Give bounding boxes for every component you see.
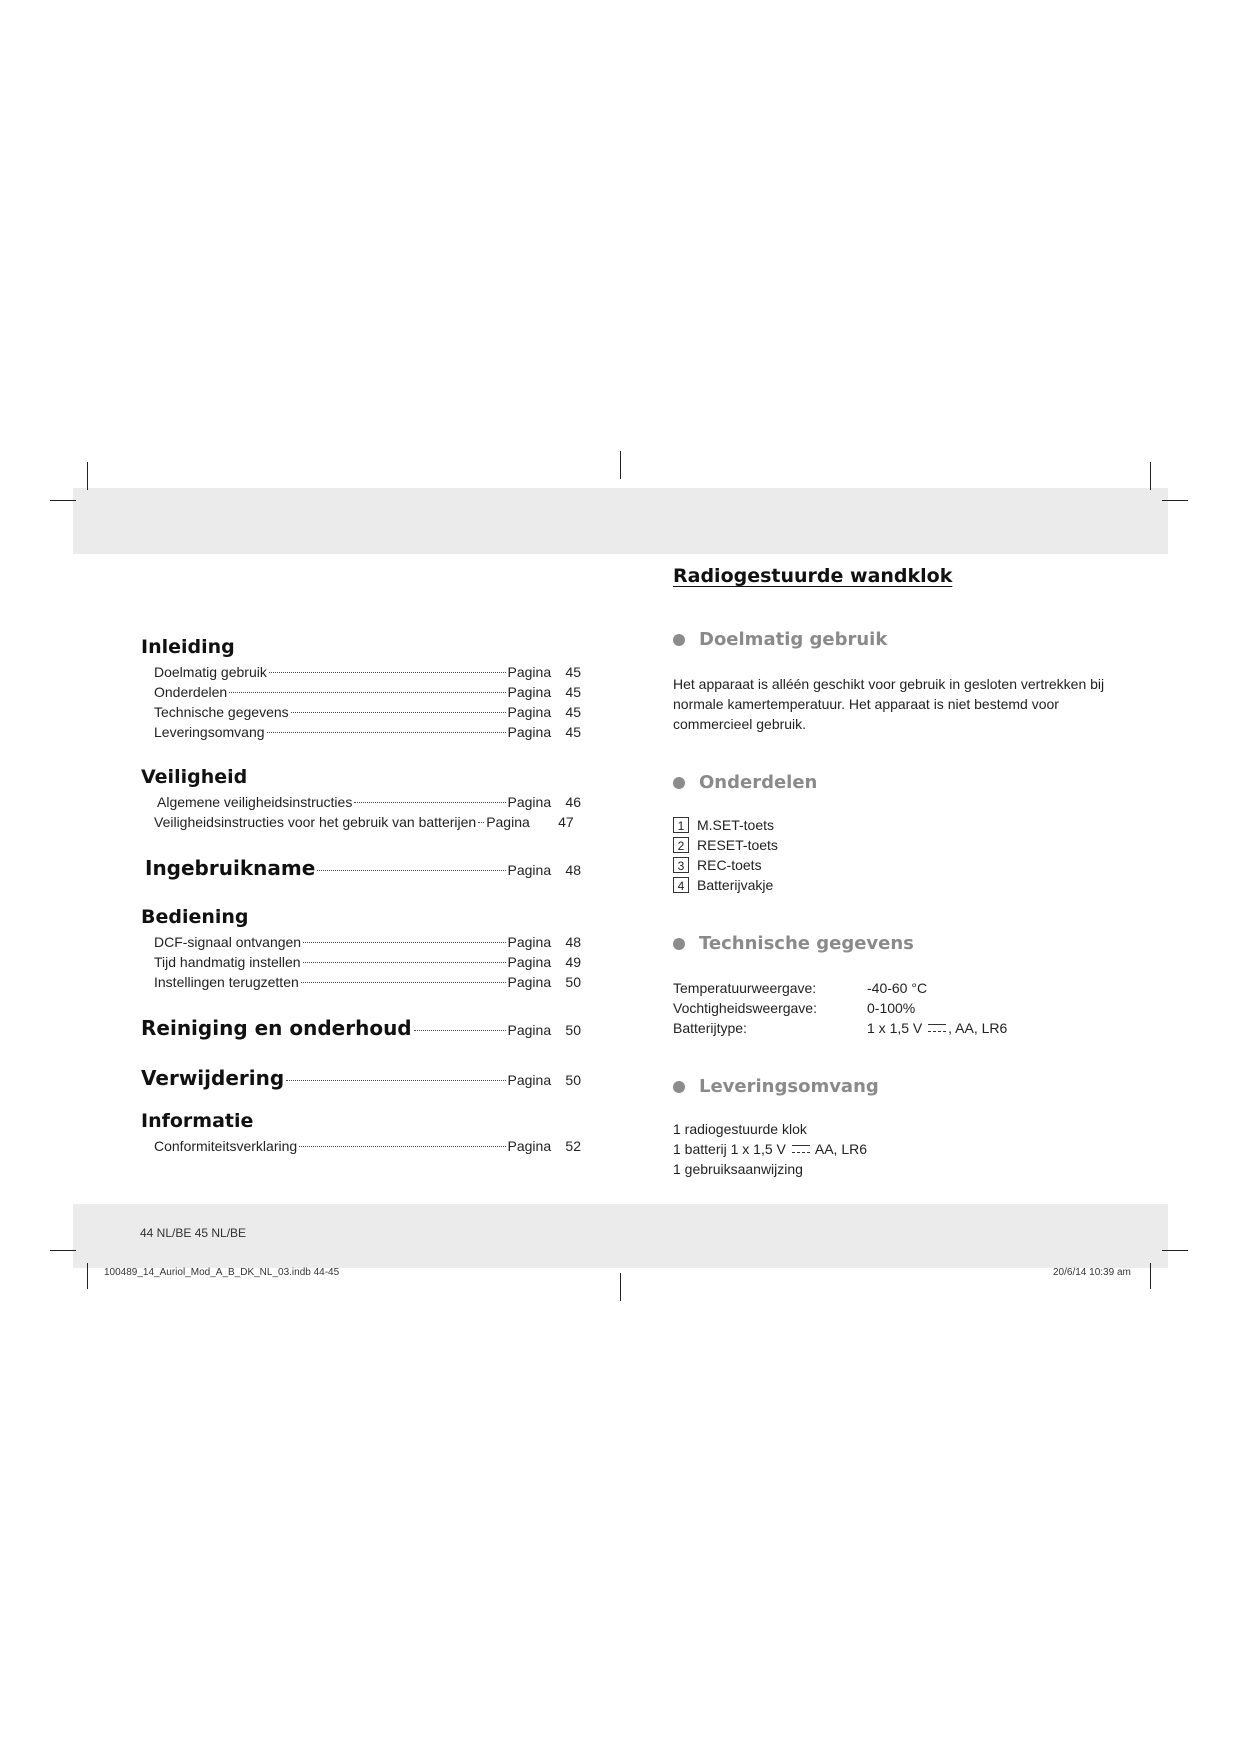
- bullet-icon: [673, 1081, 685, 1093]
- section-heading: [673, 1076, 1133, 1097]
- toc-section-veiligheid: [141, 766, 581, 832]
- toc-page-ref: Pagina 46: [507, 794, 581, 810]
- list-item: [673, 855, 1133, 875]
- bullet-icon: [673, 634, 685, 646]
- toc-entry: [145, 856, 581, 880]
- toc-entry-label: Veiligheidsinstructies voor het gebruik van batterijen: [154, 814, 477, 830]
- dot-leader: [286, 1080, 505, 1081]
- toc-page-ref: Pagina 48: [507, 934, 581, 950]
- toc-entry: [141, 1066, 581, 1090]
- dc-symbol-icon: [928, 1024, 946, 1032]
- section-title: Leveringsomvang: [699, 1076, 879, 1097]
- dot-leader: [317, 870, 505, 871]
- toc-heading: Inleiding: [141, 636, 235, 658]
- table-row: [673, 978, 1133, 998]
- part-label: Batterijvakje: [697, 877, 774, 893]
- toc-heading: Reiniging en onderhoud: [141, 1016, 412, 1040]
- toc-entry-label: Leveringsomvang: [154, 724, 265, 740]
- crop-mark: [50, 500, 76, 501]
- section-title: Technische gegevens: [699, 933, 914, 954]
- part-label: M.SET-toets: [697, 817, 775, 833]
- toc-entry-label: Instellingen terugzetten: [154, 974, 299, 990]
- section-parts: [673, 772, 1133, 895]
- toc-entry: [154, 812, 584, 832]
- toc-entry-label: Algemene veiligheidsinstructies: [157, 794, 353, 810]
- part-label: REC-toets: [697, 857, 762, 873]
- toc-page-ref: Pagina 48: [507, 862, 581, 878]
- table-of-contents: [141, 636, 581, 1180]
- crop-mark: [1162, 1250, 1188, 1251]
- section-title: Onderdelen: [699, 772, 818, 793]
- toc-entry: [154, 682, 581, 702]
- document-title: Radiogestuurde wandklok: [673, 565, 953, 587]
- intended-use-text: Het apparaat is alléén geschikt voor gebruik in gesloten vertrekken bij normale kamertemperatuur. Het apparaat is niet bestemd voor commercieel gebruik.: [673, 676, 1105, 732]
- specs-table: [673, 978, 1133, 1038]
- section-heading: [673, 933, 1133, 954]
- content-page: [673, 565, 1133, 1179]
- list-item: 1 batterij 1 x 1,5 V AA, LR6: [673, 1141, 867, 1157]
- section-delivery: [673, 1076, 1133, 1179]
- dot-leader: [269, 672, 506, 673]
- crop-mark: [1162, 500, 1188, 501]
- toc-page-ref: Pagina 47: [486, 814, 574, 830]
- dot-leader: [291, 712, 506, 713]
- toc-entry-label: Onderdelen: [154, 684, 228, 700]
- dot-leader: [267, 732, 506, 733]
- spec-key: Batterijtype:: [673, 1020, 747, 1036]
- section-heading: [673, 772, 1133, 793]
- toc-entry-label: Conformiteitsverklaring: [154, 1138, 298, 1154]
- crop-mark: [87, 462, 88, 490]
- section-intended-use: [673, 629, 1133, 734]
- toc-entry: [154, 722, 581, 742]
- toc-section-verwijdering: [141, 1066, 581, 1090]
- toc-section-ingebruikname: [145, 856, 581, 880]
- toc-page-ref: Pagina 50: [507, 1022, 581, 1038]
- toc-entry-label: Technische gegevens: [154, 704, 289, 720]
- toc-heading: Veiligheid: [141, 766, 248, 788]
- part-number: 1: [673, 817, 689, 833]
- toc-section-informatie: [141, 1110, 581, 1156]
- toc-heading: Ingebruikname: [145, 856, 316, 880]
- part-number: 4: [673, 877, 689, 893]
- toc-entry-label: Doelmatig gebruik: [154, 664, 267, 680]
- list-item: [673, 875, 1133, 895]
- crop-mark: [620, 451, 621, 479]
- spec-key: Vochtigheidsweergave:: [673, 1000, 817, 1016]
- crop-mark: [1150, 1263, 1151, 1289]
- crop-mark: [1150, 462, 1151, 490]
- section-heading: [673, 629, 1133, 650]
- toc-entry: [154, 1136, 581, 1156]
- toc-entry: [154, 702, 581, 722]
- table-row: [673, 1018, 1133, 1038]
- parts-list: [673, 815, 1133, 895]
- list-item: 1 radiogestuurde klok: [673, 1121, 807, 1137]
- toc-section-bediening: [141, 906, 581, 992]
- toc-page-ref: Pagina 45: [507, 664, 581, 680]
- page-numbers: 44 NL/BE 45 NL/BE: [140, 1226, 247, 1240]
- delivery-list: [673, 1119, 1133, 1179]
- part-number: 3: [673, 857, 689, 873]
- toc-entry-label: Tijd handmatig instellen: [154, 954, 301, 970]
- dot-leader: [229, 692, 505, 693]
- dot-leader: [354, 802, 505, 803]
- section-specs: [673, 933, 1133, 1038]
- toc-heading: Informatie: [141, 1110, 254, 1132]
- dot-leader: [301, 982, 506, 983]
- toc-entry: [154, 932, 581, 952]
- toc-section-inleiding: [141, 636, 581, 742]
- crop-mark: [620, 1273, 621, 1301]
- spec-key: Temperatuurweergave:: [673, 980, 817, 996]
- toc-page-ref: Pagina 45: [507, 704, 581, 720]
- spec-value: 1 x 1,5 V , AA, LR6: [867, 1020, 1008, 1036]
- toc-entry-label: DCF-signaal ontvangen: [154, 934, 302, 950]
- toc-heading: Bediening: [141, 906, 249, 928]
- dc-symbol-icon: [792, 1145, 810, 1153]
- toc-page-ref: Pagina 45: [507, 684, 581, 700]
- crop-mark: [50, 1250, 76, 1251]
- part-number: 2: [673, 837, 689, 853]
- dot-leader: [478, 822, 484, 823]
- bullet-icon: [673, 938, 685, 950]
- toc-page-ref: Pagina 50: [507, 1072, 581, 1088]
- header-band: [73, 488, 1168, 554]
- toc-entry: [141, 1016, 581, 1040]
- toc-section-reiniging: [141, 1016, 581, 1040]
- toc-entry: [157, 792, 581, 812]
- toc-entry: [154, 952, 581, 972]
- toc-entry: [154, 662, 581, 682]
- print-slug-date: 20/6/14 10:39 am: [1053, 1267, 1131, 1278]
- toc-page-ref: Pagina 49: [507, 954, 581, 970]
- dot-leader: [303, 942, 505, 943]
- table-row: [673, 998, 1133, 1018]
- list-item: [673, 835, 1133, 855]
- toc-entry: [154, 972, 581, 992]
- spec-value: -40-60 °C: [867, 980, 928, 996]
- section-title: Doelmatig gebruik: [699, 629, 888, 650]
- toc-page-ref: Pagina 50: [507, 974, 581, 990]
- bullet-icon: [673, 777, 685, 789]
- list-item: 1 gebruiksaanwijzing: [673, 1161, 803, 1177]
- dot-leader: [303, 962, 506, 963]
- toc-page-ref: Pagina 45: [507, 724, 581, 740]
- print-slug-file: 100489_14_Auriol_Mod_A_B_DK_NL_03.indb 44-45: [104, 1267, 340, 1278]
- toc-heading: Verwijdering: [141, 1066, 285, 1090]
- toc-page-ref: Pagina 52: [507, 1138, 581, 1154]
- dot-leader: [299, 1146, 505, 1147]
- crop-mark: [87, 1263, 88, 1289]
- part-label: RESET-toets: [697, 837, 778, 853]
- dot-leader: [414, 1030, 506, 1031]
- spec-value: 0-100%: [867, 1000, 916, 1016]
- list-item: [673, 815, 1133, 835]
